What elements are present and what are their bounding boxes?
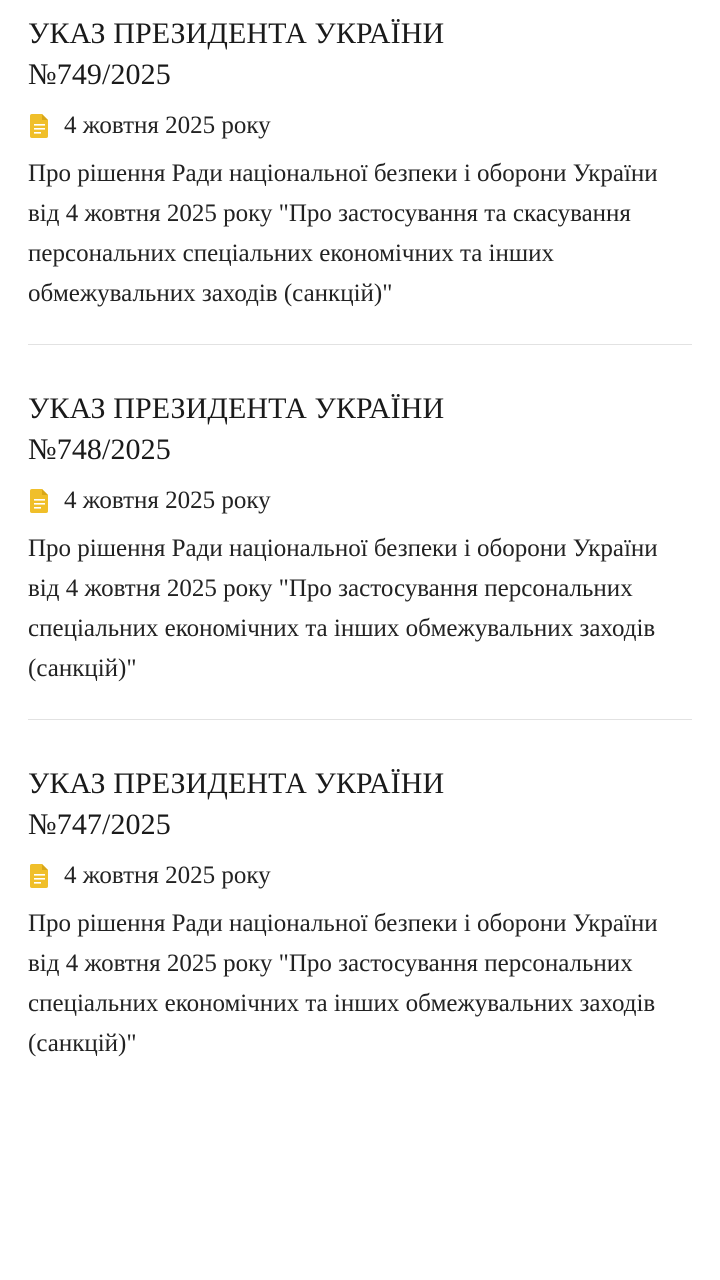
document-description: Про рішення Ради національної безпеки і оборони України від 4 жовтня 2025 року "Про застосування та скасування персональних спеціальних економічних та інших обмежувальних заходів (санкцій)" <box>28 160 658 308</box>
list-item[interactable] <box>28 719 692 1070</box>
decree-title-line: УКАЗ ПРЕЗИДЕНТА УКРАЇНИ <box>28 17 445 50</box>
document-description: Про рішення Ради національної безпеки і оборони України від 4 жовтня 2025 року "Про застосування персональних спеціальних економічних та інших обмежувальних заходів (санкцій)" <box>28 910 658 1058</box>
decree-title-line: УКАЗ ПРЕЗИДЕНТА УКРАЇНИ <box>28 767 445 801</box>
document-date: 4 жовтня 2025 року <box>64 861 271 889</box>
document-meta <box>30 485 692 518</box>
page-title[interactable] <box>28 764 692 846</box>
bottom-spacer <box>28 1070 692 1110</box>
document-description: Про рішення Ради національної безпеки і оборони України від 4 жовтня 2025 року "Про застосування персональних спеціальних економічних та інших обмежувальних заходів (санкцій)" <box>28 535 658 683</box>
page-title[interactable] <box>28 389 692 471</box>
decree-number: №747/2025 <box>28 807 171 841</box>
document-icon <box>30 864 50 888</box>
document-icon <box>30 489 50 513</box>
document-meta <box>30 110 692 143</box>
document-icon <box>30 114 50 138</box>
decree-title-line: УКАЗ ПРЕЗИДЕНТА УКРАЇНИ <box>28 392 445 426</box>
decree-number: №748/2025 <box>28 432 171 466</box>
document-date: 4 жовтня 2025 року <box>64 111 271 139</box>
page-title[interactable] <box>28 14 692 96</box>
document-meta <box>30 860 692 893</box>
decree-number: №749/2025 <box>28 57 171 91</box>
list-item[interactable] <box>28 344 692 695</box>
list-item[interactable] <box>28 14 692 320</box>
document-date: 4 жовтня 2025 року <box>64 486 271 514</box>
